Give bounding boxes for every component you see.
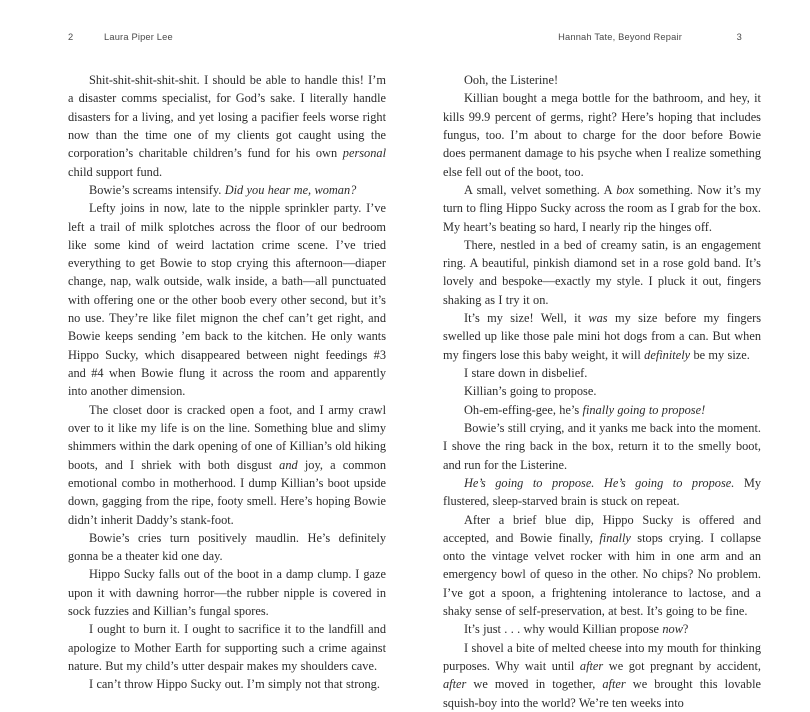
paragraph	[68, 675, 386, 693]
paragraph	[443, 364, 761, 382]
emphasis-text: definitely	[644, 347, 691, 362]
recto-page-number: 3	[736, 32, 742, 42]
emphasis-text: after	[443, 677, 467, 692]
paragraph	[68, 199, 386, 400]
body-text-columns	[68, 71, 762, 710]
body-text: The closet door is cracked open a foot, and I army crawl over to it like my life is on the line. Something blue and slimy shimmers within the dark opening of one of Killian’s old hiking boots, and I shriek with both disgust	[68, 402, 386, 472]
body-text: Bowie’s screams intensify.	[89, 182, 225, 197]
body-text: we brought this lovable squish-boy into the world? We’re ten weeks into	[443, 677, 761, 710]
recto-running-title: Hannah Tate, Beyond Repair	[558, 32, 682, 42]
paragraph	[443, 382, 761, 400]
paragraph	[68, 529, 386, 566]
body-text: stops crying. I collapse onto the vintage velvet rocker with him in one arm and an emergency bowl of queso in the other. No chips? No problem. I’ve got a spoon, a frightening intolerance to lactose, and a shaky sense of self-preservation, at best. It’s going to be fine.	[443, 530, 762, 619]
body-text: A small, velvet something. A	[464, 182, 617, 197]
emphasis-text: now	[662, 622, 683, 637]
emphasis-text: Did you hear me, woman?	[224, 182, 357, 197]
paragraph	[443, 620, 761, 638]
body-text: be my size.	[690, 347, 750, 362]
body-text: something. Now it’s my turn to fling Hippo Sucky across the room as I grab for the box. My heart’s beating so hard, I nearly rip the hinges off.	[443, 182, 761, 234]
emphasis-text: He’s going to propose. He’s going to propose.	[464, 475, 735, 490]
running-head	[68, 30, 742, 44]
body-text: I ought to burn it. I ought to sacrifice it to the landfill and apologize to Mother Earth for supporting such a crime against nature. But my child’s utter despair makes my shoulders cave.	[68, 622, 386, 673]
paragraph	[68, 565, 386, 620]
paragraph	[443, 419, 761, 474]
paragraph	[443, 181, 761, 236]
body-text: Killian bought a mega bottle for the bathroom, and hey, it kills 99.9 percent of germs, right? Here’s hoping that includes fungus, too. I’m about to charge for the door before Bowie does permanent damage to his psyche when I realize something else fell out of the boot, too.	[443, 91, 761, 179]
body-text: There, nestled in a bed of creamy satin, is an engagement ring. A beautiful, pinkish diamond set in a rose gold band. It’s lovely and bespoke—exactly my style. I pluck it out, fingers shaking as I try it on.	[443, 237, 761, 307]
body-text: child support fund.	[68, 164, 163, 179]
emphasis-text: box	[616, 182, 635, 197]
body-text: my size before my fingers swelled up like those pale mini hot dogs from a can. But when my fingers lose this baby weight, it will	[443, 311, 761, 362]
body-text: we moved in together,	[466, 677, 603, 692]
paragraph	[68, 71, 386, 181]
verso-page-number: 2	[68, 32, 74, 42]
body-text: joy, a common emotional combo in motherhood. I dump Killian’s boot upside down, gagging from the ripe, footy smell. Here’s hoping Bowie didn’t inherit Daddy’s stank-foot.	[68, 457, 387, 527]
recto-text-column	[443, 71, 762, 710]
body-text: After a brief blue dip, Hippo Sucky is offered and accepted, and Bowie finally,	[443, 512, 761, 545]
paragraph	[443, 71, 761, 89]
paragraph	[443, 511, 761, 621]
verso-text-column	[68, 71, 387, 692]
paragraph	[443, 309, 761, 364]
emphasis-text: after	[602, 677, 626, 692]
paragraph	[443, 236, 761, 309]
body-text: Bowie’s cries turn positively maudlin. He’s definitely gonna be a theater kid one day.	[68, 530, 386, 564]
emphasis-text: finally going to propose!	[582, 402, 706, 417]
emphasis-text: and	[279, 457, 298, 472]
body-text: Bowie’s still crying, and it yanks me back into the moment. I shove the ring back in the box, return it to the smelly boot, and run for the Listerine.	[443, 420, 761, 472]
emphasis-text: was	[588, 311, 608, 326]
body-text: Oh-em-effing-gee, he’s	[464, 402, 583, 417]
body-text: ?	[682, 622, 689, 637]
body-text: It’s just . . . why would Killian propose	[464, 622, 663, 637]
paragraph	[443, 639, 761, 712]
paragraph	[443, 89, 761, 181]
body-text: Hippo Sucky falls out of the boot in a damp clump. I gaze upon it with dawning horror—the rubber nipple is covered in sock fuzzies and Killian’s fungal spores.	[68, 567, 386, 619]
body-text: I can’t throw Hippo Sucky out. I’m simply not that strong.	[89, 677, 380, 692]
emphasis-text: finally	[599, 530, 631, 545]
body-text: we got pregnant by accident,	[603, 659, 761, 673]
body-text: Shit-shit-shit-shit-shit. I should be able to handle this! I’m a disaster comms specialist, for God’s sake. I literally handle disasters for a living, and yet losing a pacifier feels worse right now than the time one of my clients got caught using the corporation’s charitable children’s fund for his own	[68, 73, 386, 161]
paragraph	[68, 620, 386, 675]
paragraph	[443, 474, 761, 511]
body-text: My flustered, sleep-starved brain is stuck on repeat.	[443, 475, 761, 509]
body-text: I stare down in disbelief.	[464, 366, 588, 380]
body-text: Killian’s going to propose.	[464, 384, 597, 399]
body-text: It’s my size! Well, it	[464, 311, 589, 326]
paragraph	[443, 401, 761, 419]
body-text: I shovel a bite of melted cheese into my mouth for thinking purposes. Why wait until	[443, 640, 761, 673]
emphasis-text: after	[579, 659, 604, 673]
paragraph	[68, 181, 386, 199]
emphasis-text: personal	[342, 146, 386, 161]
body-text: Lefty joins in now, late to the nipple sprinkler party. I’ve left a trail of milk splotches across the floor of our bedroom like some kind of weird lactation crime scene. I’ve tried everything to get Bowie to stop crying this afternoon—diaper change, nap, walk outside, walk inside, a bath—all punctuated with offering one or the other boob every other second, but it’s no use. They’re like filet mignon the chef can’t get right, and Bowie keeps sending ’em back to the kitchen. He only wants Hippo Sucky, which disappeared between night feedings #3 and #4 when Bowie flung it across the room and apparently into another dimension.	[68, 201, 386, 399]
verso-running-title: Laura Piper Lee	[104, 32, 173, 42]
paragraph	[68, 401, 386, 529]
body-text: Ooh, the Listerine!	[464, 73, 559, 87]
